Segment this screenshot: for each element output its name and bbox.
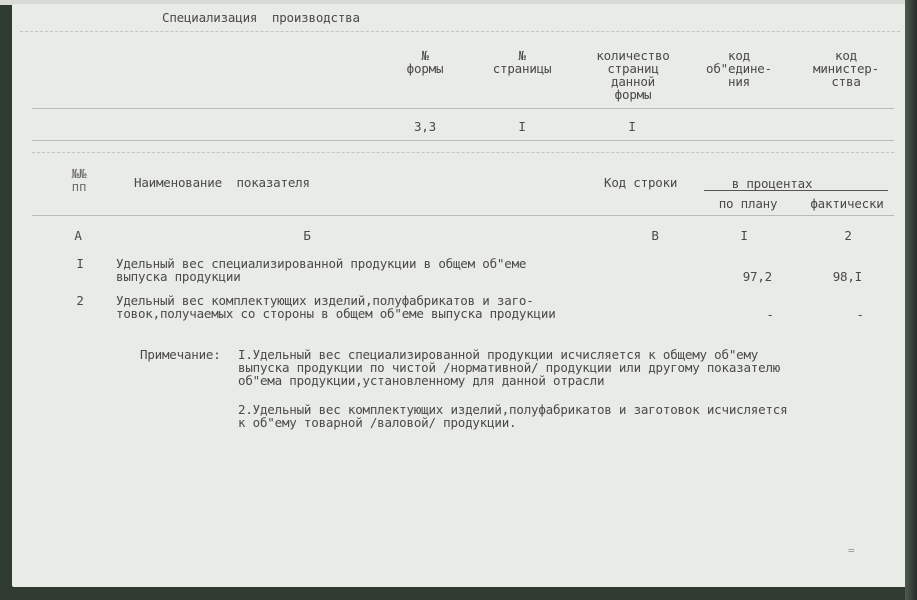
page-number-value: I [518, 119, 526, 134]
percent-underline [704, 190, 888, 191]
col-page-number-header: № страницы [492, 48, 552, 76]
col-plan-header: по плану [718, 196, 778, 211]
col-letter-b: Б [303, 228, 311, 243]
col-line-code-header: Код строки [604, 175, 678, 190]
row-1-name: Удельный вес специализированной продукции в общем об"еме выпуска продукции [116, 256, 527, 284]
stray-mark: = [848, 544, 855, 557]
col-letter-a: А [74, 228, 82, 243]
row-2-actual-value: - [856, 307, 864, 322]
divider [32, 215, 894, 216]
row-1-plan-value: 97,2 [742, 269, 772, 284]
col-association-code-header: код об"едине- ния [706, 48, 772, 89]
col-number-header: №№ пп [71, 166, 87, 194]
divider [20, 31, 900, 32]
col-page-count-header: количество страниц данной формы [596, 48, 670, 102]
col-letter-1: I [740, 228, 748, 243]
page-title: Специализация производства [162, 10, 360, 25]
note-1: I.Удельный вес специализированной продукции исчисляется к общему об"ему выпуска продукции по чистой /нормативной/ продукции или другому показателю об"ема продукции,установленному для данной отрасли [238, 347, 781, 388]
row-1-actual-value: 98,I [832, 269, 862, 284]
row-1-number: I [76, 256, 84, 271]
col-actual-header: фактически [810, 196, 884, 211]
notes-label: Примечание: [140, 347, 221, 362]
page-edge-shadow [905, 0, 917, 600]
col-letter-v: В [651, 228, 659, 243]
col-percent-header: в процентах [731, 176, 813, 191]
row-2-number: 2 [76, 293, 84, 308]
row-2-plan-value: - [766, 307, 774, 322]
col-name-header: Наименование показателя [134, 175, 310, 190]
col-form-number-header: № формы [406, 48, 444, 76]
col-ministry-code-header: код министер- ства [813, 48, 879, 89]
form-number-value: 3,3 [414, 119, 436, 134]
page-count-value: I [628, 119, 636, 134]
col-letter-2: 2 [844, 228, 852, 243]
note-2: 2.Удельный вес комплектующих изделий,полуфабрикатов и заготовок исчисляется к об"ему товарной /валовой/ продукции. [238, 402, 788, 430]
row-2-name: Удельный вес комплектующих изделий,полуфабрикатов и заго- товок,получаемых со стороны в общем об"еме выпуска продукции [116, 293, 556, 321]
divider [32, 140, 894, 141]
divider [32, 152, 894, 153]
divider [32, 108, 894, 109]
document-sheet [12, 4, 908, 587]
